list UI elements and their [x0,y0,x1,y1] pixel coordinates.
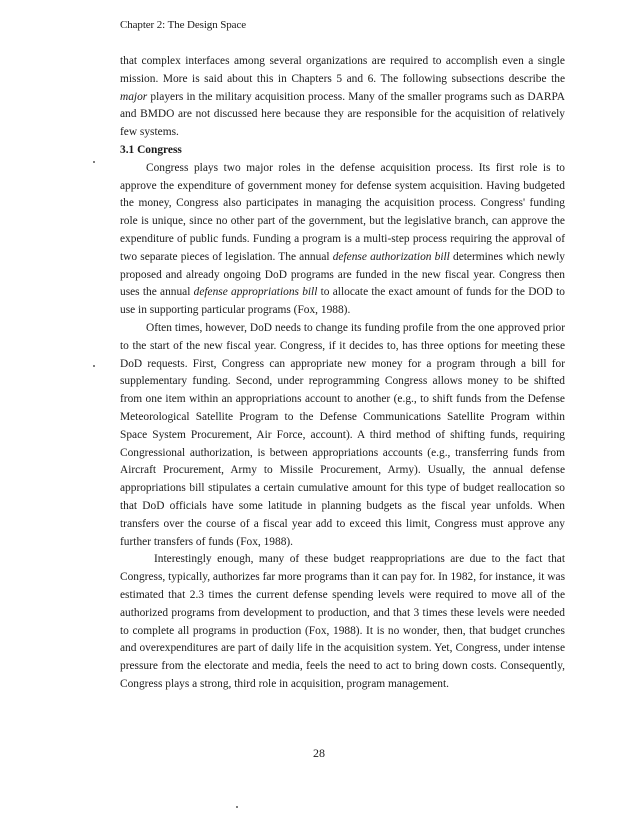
paragraph-congress-roles-a: Congress plays two major roles in the defense acquisition process. Its first role is to approve the expenditure of government money for defense system acquisition. Having budgeted the money, Congress also participates in managing the acquisition process. Congress' funding role is unique, since no other part of the government, but the legislative branch, can approve the expenditure of public funds. Funding a program is a multi-step process requiring the approval of two separate pieces of legislation. The annual [120,161,565,263]
paragraph-funding-changes: Often times, however, DoD needs to change its funding profile from the one approved prior to the start of the new fiscal year. Congress, if it decides to, has three options for meeting these DoD requests. First, Congress can appropriate new money for a program through a bill for supplementary funding. Second, under reprogramming Congress allows money to be shifted from one item within an appropriations account to another (e.g., to shift funds from the Defense Meteorological Satellite Program to the Defense Communications Satellite Program within Space System Procurement, Air Force, account). A third method of shifting funds, requiring Congressional authorization, is between appropriations accounts (e.g., transferring funds from Aircraft Procurement, Army to Missile Procurement, Army). Usually, the annual defense appropriations bill stipulates a certain cumulative amount for this type of budget reallocation so that DoD officials have some latitude in planning budgets as the fiscal year unfolds. When transfers over the course of a fiscal year add to exceed this limit, Congress must approve any further transfers of funds (Fox, 1988). [120,321,565,548]
paragraph-intro-rest: players in the military acquisition process. Many of the smaller programs such as DARPA and BMDO are not discussed here because they are responsible for the acquisition of relatively few systems. [120,90,565,139]
body-text [120,53,565,694]
paragraph-intro [120,53,565,142]
paragraph-congress-roles-c: to allocate the exact amount of funds for the DOD to use in supporting particular programs (Fox, 1988). [120,286,565,317]
emphasis-appropriations-bill: defense appropriations bill [193,286,318,299]
scan-speck [93,365,95,367]
emphasis-authorization-bill: defense authorization bill [332,250,450,263]
scan-speck [236,806,238,808]
paragraph-reappropriations: Interestingly enough, many of these budget reappropriations are due to the fact that Congress, typically, authorizes far more programs than it can pay for. In 1982, for instance, it was estimated that 2.3 times the current defense spending levels were required to move all of the authorized programs from development to production, and that 3 times these levels were needed to complete all programs in production (Fox, 1988). It is no wonder, then, that budget crunches and overexpenditures are part of daily life in the acquisition system. Yet, Congress, under intense pressure from the electorate and media, feels the need to act to bring down costs. Consequently, Congress plays a strong, third role in acquisition, program management. [120,553,565,690]
page-number: 28 [313,746,325,760]
scan-speck [93,161,95,163]
paragraph-intro-text: that complex interfaces among several organizations are required to accomplish even a single mission. More is said about this in Chapters 5 and 6. The following subsections describe the [120,55,565,85]
paragraph-congress-roles-b: determines which newly proposed and already ongoing DoD programs are funded in the new fiscal year. Congress then uses the annual [120,250,565,299]
emphasis-major: major [120,90,148,103]
section-heading: 3.1 Congress [120,143,182,156]
paragraph-congress-roles [120,160,565,320]
running-head: Chapter 2: The Design Space [120,19,247,31]
